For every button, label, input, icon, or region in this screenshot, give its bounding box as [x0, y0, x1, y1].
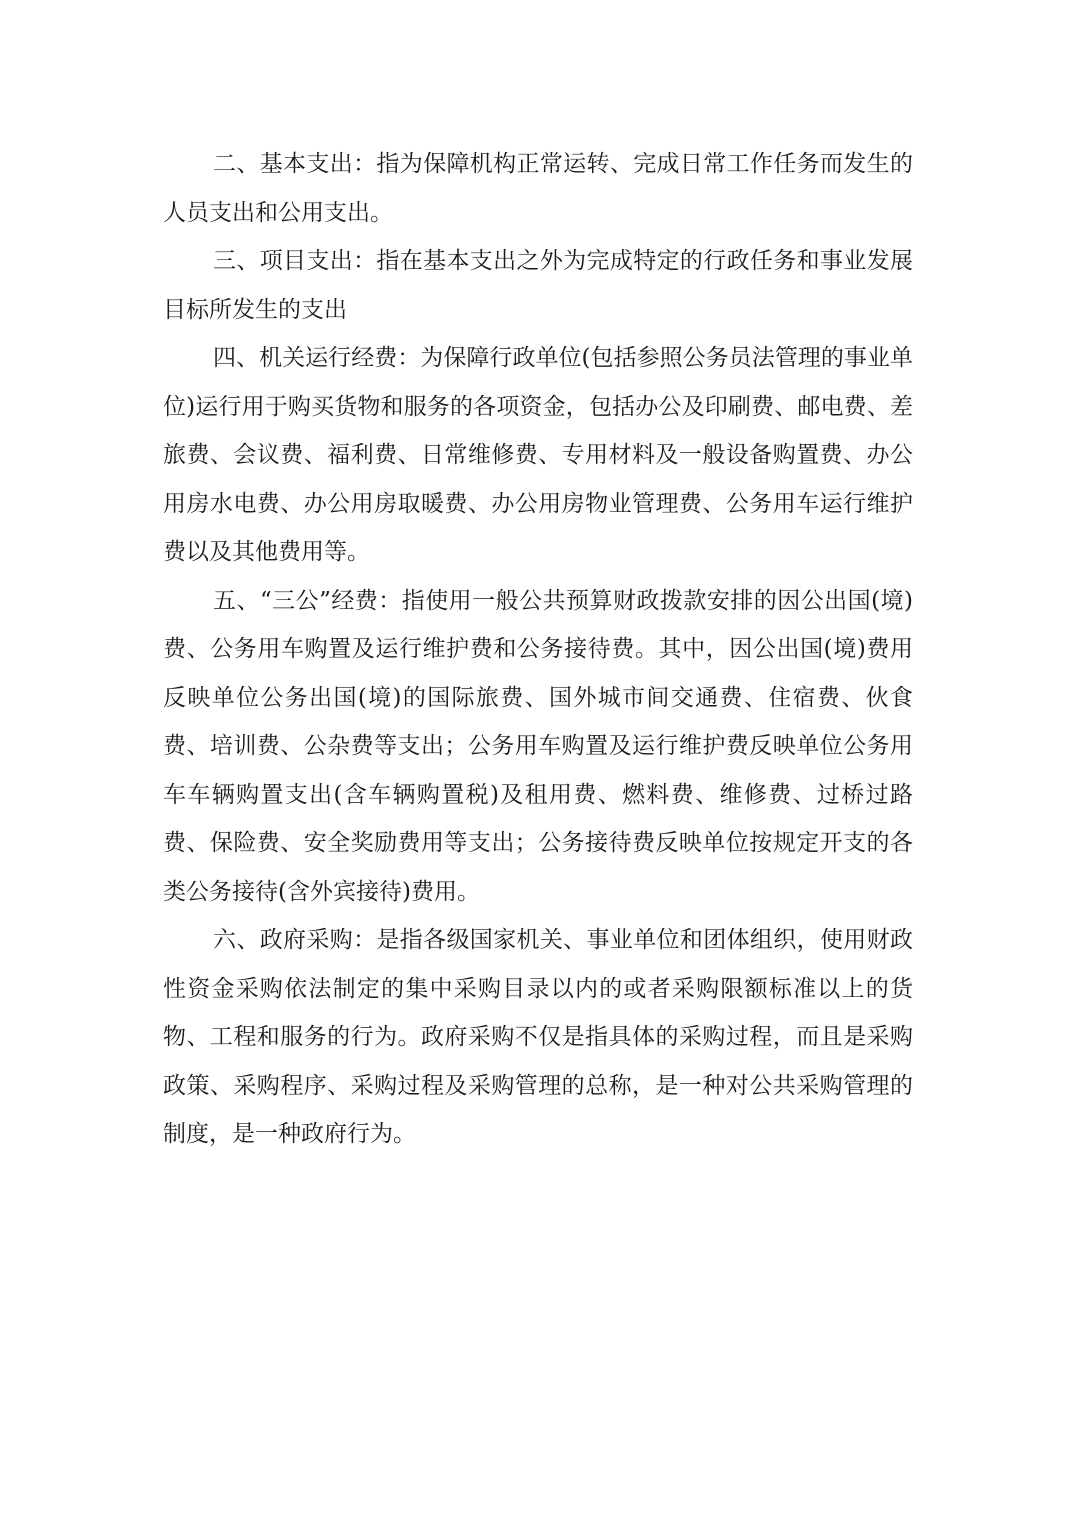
paragraph-government-procurement: 六、政府采购：是指各级国家机关、事业单位和团体组织，使用财政性资金采购依法制定的集中采购目录以内的或者采购限额标准以上的货物、工程和服务的行为。政府采购不仅是指具体的采购过程，而且是采购政策、采购程序、采购过程及采购管理的总称，是一种对公共采购管理的制度，是一种政府行为。 — [163, 927, 913, 1147]
paragraph-basic-expenditure: 二、基本支出：指为保障机构正常运转、完成日常工作任务而发生的人员支出和公用支出。 — [163, 151, 913, 226]
document-body — [163, 140, 913, 1159]
paragraph-operating-funds: 四、机关运行经费：为保障行政单位(包括参照公务员法管理的事业单位)运行用于购买货物和服务的各项资金，包括办公及印刷费、邮电费、差旅费、会议费、福利费、日常维修费、专用材料及一般设备购置费、办公用房水电费、办公用房取暖费、办公用房物业管理费、公务用车运行维护费以及其他费用等。 — [163, 345, 913, 565]
paragraph-three-public-funds: 五、“三公”经费：指使用一般公共预算财政拨款安排的因公出国(境)费、公务用车购置及运行维护费和公务接待费。其中，因公出国(境)费用反映单位公务出国(境)的国际旅费、国外城市间交通费、住宿费、伙食费、培训费、公杂费等支出；公务用车购置及运行维护费反映单位公务用车车辆购置支出(含车辆购置税)及租用费、燃料费、维修费、过桥过路费、保险费、安全奖励费用等支出；公务接待费反映单位按规定开支的各类公务接待(含外宾接待)费用。 — [163, 587, 913, 905]
paragraph-project-expenditure: 三、项目支出：指在基本支出之外为完成特定的行政任务和事业发展目标所发生的支出 — [163, 248, 913, 323]
